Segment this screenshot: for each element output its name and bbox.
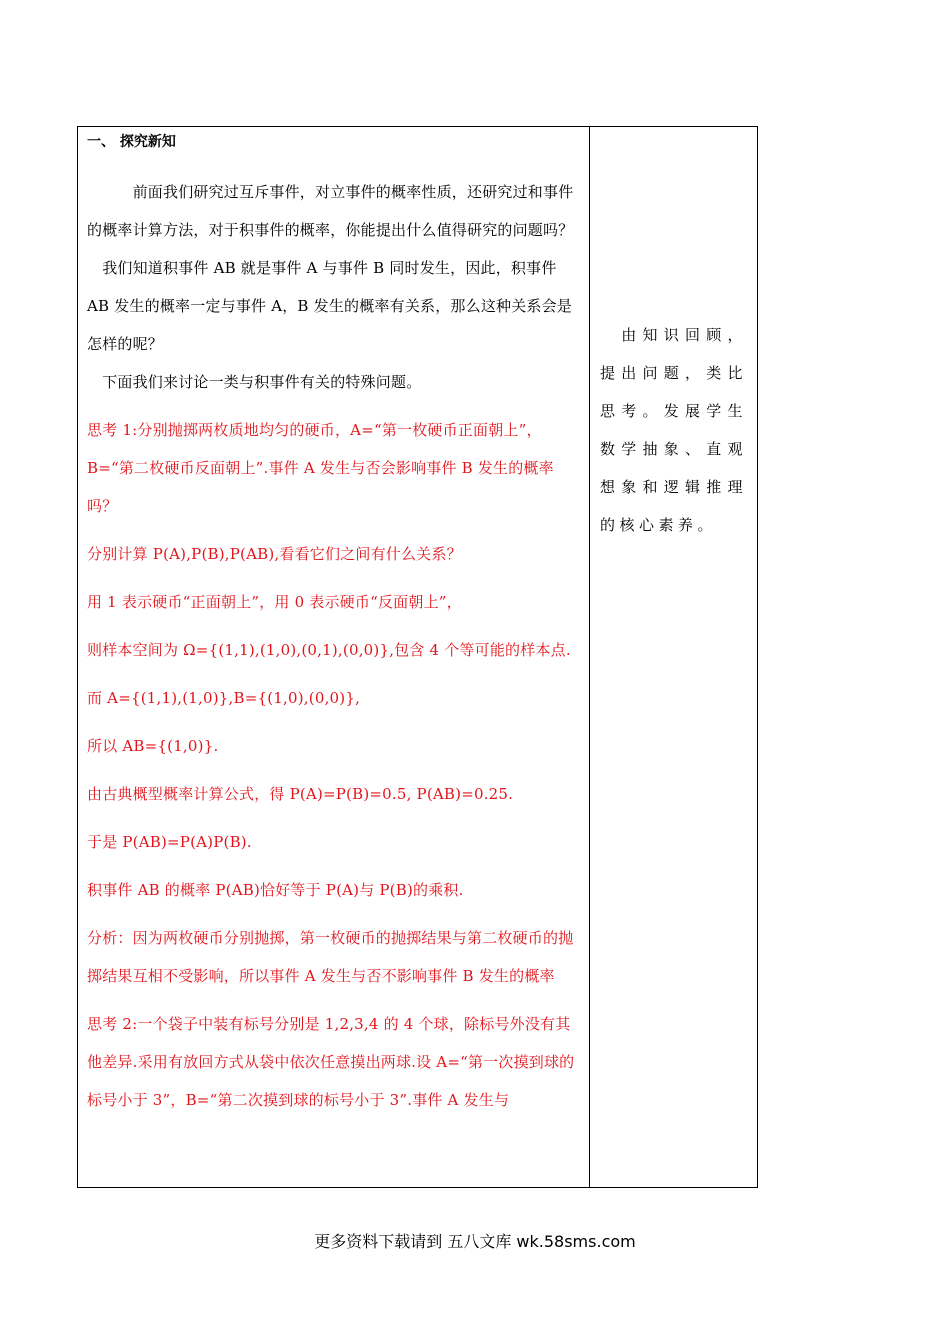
intro-paragraph-1: 前面我们研究过互斥事件，对立事件的概率性质，还研究过和事件的概率计算方法，对于积事件的概率，你能提出什么值得研究的问题吗？ [87,183,574,239]
analysis-paragraph: 分析：因为两枚硬币分别抛掷，第一枚硬币的抛掷结果与第二枚硬币的抛掷结果互相不受影响，所以事件 A 发生与否不影响事件 B 发生的概率 [87,929,574,985]
conclusion-line: 于是 P(AB)=P(A)P(B). [87,833,252,851]
classical-formula-line: 由古典概型概率计算公式，得 P(A)=P(B)=0.5, P(AB)=0.25. [87,785,514,803]
footer-link-text: 更多资料下载请到 五八文库 wk.58sms.com [314,1232,636,1251]
calc-prompt: 分别计算 P(A),P(B),P(AB),看看它们之间有什么关系？ [87,545,462,563]
design-intent-note: 由知识回顾，提出问题，类比思考。发展学生数学抽象、直观想象和逻辑推理的核心素养。 [600,326,747,534]
think-1-question: 思考 1:分别抛掷两枚质地均匀的硬币，A=“第一枚硬币正面朝上”，B=“第二枚硬币反面朝上”.事件 A 发生与否会影响事件 B 发生的概率吗？ [87,421,554,515]
design-intent-column [590,127,757,1187]
ab-line: 所以 AB={(1,0)}. [87,737,219,755]
content-column [78,127,590,1187]
intro-paragraph-2: 我们知道积事件 AB 就是事件 A 与事件 B 同时发生，因此，积事件 AB 发生的概率一定与事件 A，B 发生的概率有关系，那么这种关系会是怎样的呢？ [87,259,573,353]
sample-space-line: 则样本空间为 Ω={(1,1),(1,0),(0,1),(0,0)},包含 4 个等可能的样本点. [87,641,571,659]
section-heading: 一、 探究新知 [87,134,176,150]
product-line: 积事件 AB 的概率 P(AB)恰好等于 P(A)与 P(B)的乘积. [87,881,464,899]
representation-line: 用 1 表示硬币“正面朝上”，用 0 表示硬币“反面朝上”， [87,593,462,611]
sets-line: 而 A={(1,1),(1,0)},B={(1,0),(0,0)}, [87,689,361,707]
intro-paragraph-3: 下面我们来讨论一类与积事件有关的特殊问题。 [87,373,422,391]
lesson-table [77,126,758,1188]
think-2-question: 思考 2:一个袋子中装有标号分别是 1,2,3,4 的 4 个球，除标号外没有其他差异.采用有放回方式从袋中依次任意摸出两球.设 A=“第一次摸到球的标号小于 3”，B=“第二次摸到球的标号小于 3”.事件 A 发生与 [87,1015,575,1109]
